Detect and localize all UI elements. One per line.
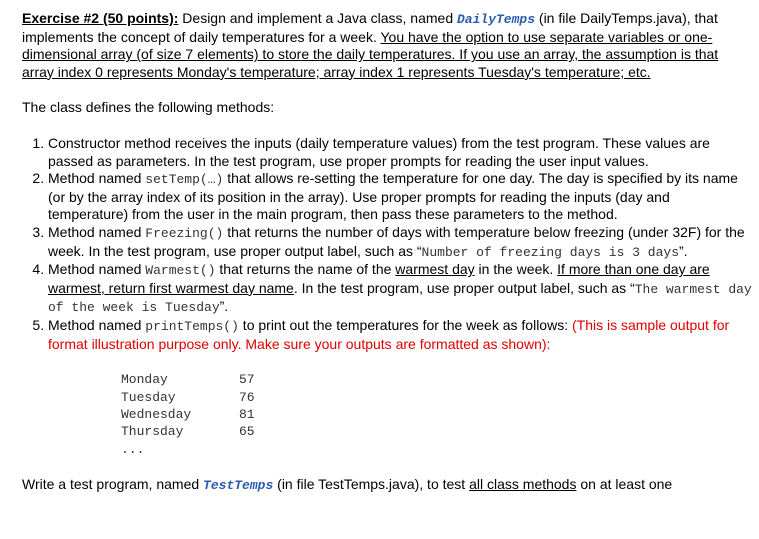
printtemps-code: printTemps(): [145, 318, 239, 334]
class-name-dailytemps: DailyTemps: [457, 12, 536, 27]
table-row: [121, 371, 752, 388]
temp-value: 76: [239, 389, 255, 405]
item4-text-e: ”.: [219, 298, 229, 315]
item4-text-a: Method named: [48, 261, 146, 278]
item5-text-a: Method named: [48, 316, 146, 333]
methods-list: [22, 135, 752, 353]
item4-text-d: . In the test program, use proper output label, such as “: [293, 279, 635, 296]
list-item-warmest: [48, 261, 752, 317]
warmest-rule-underlined: If more than one day are warmest, return first warmest day name: [48, 261, 710, 296]
intro-text-2: (in file DailyTemps.java), that implements the concept of daily temperatures for a week.: [22, 10, 718, 45]
warmest-code: Warmest(): [145, 263, 216, 279]
table-row: [121, 406, 752, 423]
methods-intro: The class defines the following methods:: [22, 99, 275, 116]
item4-text-c: in the week.: [474, 261, 558, 278]
sample-output-table: [121, 371, 752, 441]
class-name-testtemps: TestTemps: [203, 477, 274, 493]
temp-value: 81: [239, 406, 255, 422]
temp-day: Monday: [121, 372, 168, 388]
temp-day: Thursday: [121, 424, 184, 440]
item2-text-a: Method named: [48, 170, 146, 187]
warmest-output-label: The warmest day of the week is Tuesday: [48, 281, 752, 316]
table-row: [121, 389, 752, 406]
sample-output-note: (This is sample output for format illustration purpose only. Make sure your outputs are formatted as shown):: [48, 316, 730, 352]
list-item-freezing: [48, 224, 752, 261]
item5-text-b: to print out the temperatures for the week as follows:: [238, 316, 572, 333]
item4-text-b: that returns the name of the: [215, 261, 396, 278]
test-text-3: on at least one: [576, 475, 673, 492]
item3-text-a: Method named: [48, 223, 146, 240]
list-item-settemp: [48, 170, 752, 224]
table-row: [121, 423, 752, 440]
document: [22, 10, 752, 494]
test-text-1: Write a test program, named: [22, 475, 204, 492]
list-item-constructor: [48, 135, 752, 170]
warmest-day-underlined: warmest day: [395, 261, 475, 278]
freezing-output-label: Number of freezing days is 3 days: [421, 244, 679, 260]
ellipsis: ...: [121, 441, 145, 457]
exercise-paragraph: [22, 10, 752, 81]
all-class-methods-underlined: all class methods: [469, 475, 577, 492]
item3-text-c: ”.: [679, 242, 688, 259]
list-item-printtemps: [48, 317, 752, 353]
intro-text-1: Design and implement a Java class, named: [178, 10, 457, 26]
item2-text-b: that allows re-setting the temperature for one day. The day is specified by its name (or by the array index of its position in the array). Use proper prompts for reading the inputs (day and temperature) from the user in the main program, then pass these parameters to the method.: [48, 170, 738, 223]
temp-value: 65: [239, 424, 255, 440]
item1-text: Constructor method receives the inputs (daily temperature values) from the test program. These values are passed as parameters. In the test program, use proper prompts for reading the user input values.: [48, 134, 710, 169]
temp-day: Wednesday: [121, 406, 192, 422]
intro-underlined-text: You have the option to use separate variables or one-dimensional array (of size 7 elements) to store the daily temperatures. If you use an array, the assumption is that array index 0 represents Monday's temperature; array index 1 represents Tuesday's temperature; etc.: [22, 28, 719, 80]
test-program-paragraph: [22, 476, 752, 495]
temp-day: Tuesday: [121, 389, 176, 405]
test-text-2: (in file TestTemps.java), to test: [273, 475, 470, 492]
freezing-code: Freezing(): [145, 225, 224, 241]
settemp-code: setTemp(…): [145, 172, 224, 188]
exercise-heading: Exercise #2 (50 points):: [22, 10, 179, 26]
item3-text-b: that returns the number of days with temperature below freezing (under 32F) for the week. In the test program, use proper output label, such as “: [48, 223, 745, 259]
temp-value: 57: [239, 372, 255, 388]
